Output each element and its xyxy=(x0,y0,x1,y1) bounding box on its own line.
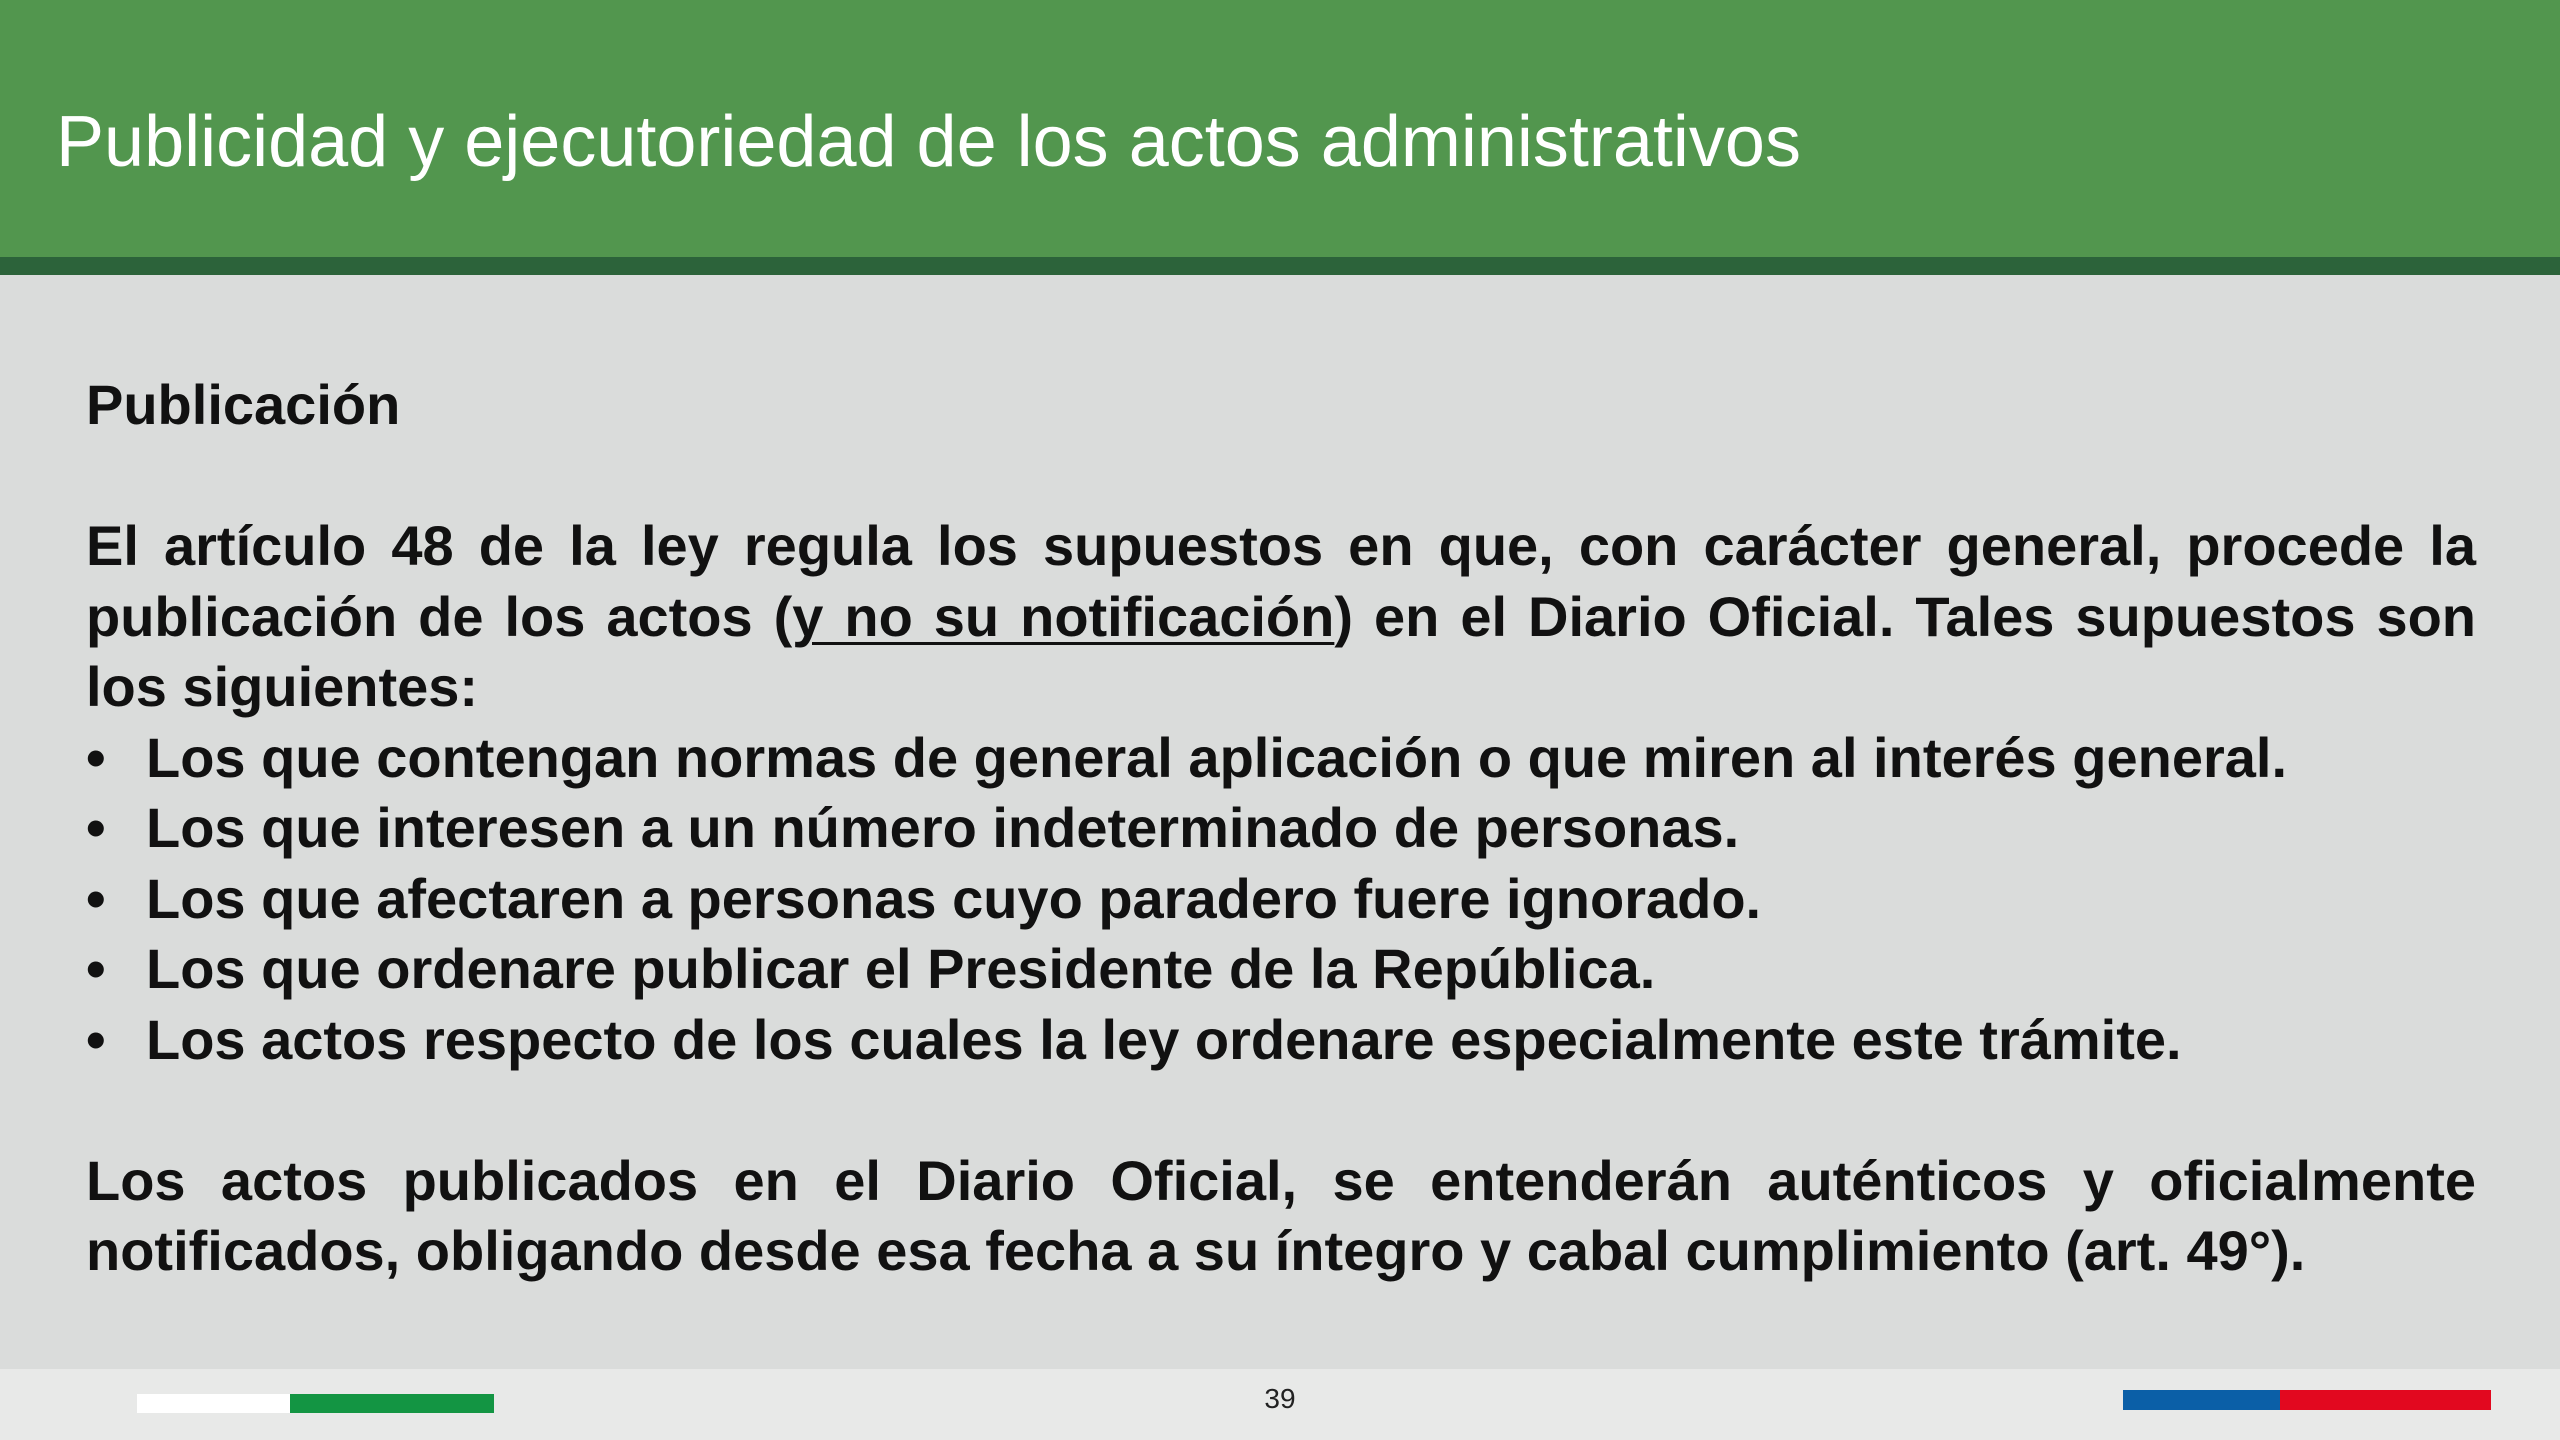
list-item xyxy=(86,864,2476,935)
page-number: 39 xyxy=(1264,1383,1296,1414)
spacer xyxy=(86,441,2476,512)
intro-text-before: El artículo 48 de la ley regula los supuestos en que, con carácter general, procede la publicación de los actos ( xyxy=(86,514,2476,648)
section-heading: Publicación xyxy=(86,373,401,436)
bullet-icon: • xyxy=(86,725,106,789)
list-item-text: Los actos respecto de los cuales la ley ordenare especialmente este trámite. xyxy=(146,1007,2182,1071)
list-item-text: Los que interesen a un número indeterminado de personas. xyxy=(146,796,1740,859)
intro-paragraph xyxy=(86,511,2476,723)
list-item xyxy=(86,793,2476,864)
closing-paragraph: Los actos publicados en el Diario Oficial, se entenderán auténticos y oficialmente notificados, obligando desde esa fecha a su íntegro y cabal cumplimiento (art. 49°). xyxy=(86,1148,2476,1282)
flag-stripe-blue xyxy=(2123,1390,2280,1410)
list-item-text: Los que ordenare publicar el Presidente de la República. xyxy=(146,937,1656,1000)
bullet-icon: • xyxy=(86,796,106,859)
spacer xyxy=(86,1075,2476,1146)
bullet-icon: • xyxy=(86,1007,106,1071)
list-item xyxy=(86,1005,2476,1076)
list-item-text: Los que afectaren a personas cuyo paradero fuere ignorado. xyxy=(146,866,1762,930)
flag-stripe-green xyxy=(290,1394,494,1413)
list-item xyxy=(86,934,2476,1005)
bullet-list xyxy=(86,723,2476,1076)
list-item xyxy=(86,723,2476,794)
bullet-icon: • xyxy=(86,866,106,930)
slide-body xyxy=(86,370,2476,1287)
bullet-icon: • xyxy=(86,937,106,1000)
intro-text-after: ) en el Diario Oficial. Tales supuestos son los siguientes: xyxy=(86,584,2477,718)
flag-stripe-red xyxy=(2280,1390,2491,1410)
slide-title: Publicidad y ejecutoriedad de los actos administrativos xyxy=(56,102,1801,182)
flag-stripe-white xyxy=(137,1394,290,1413)
list-item-text: Los que contengan normas de general aplicación o que miren al interés general. xyxy=(146,725,2288,789)
intro-underlined-text: y no su notificación xyxy=(792,584,1335,648)
title-bar-rule xyxy=(0,257,2560,275)
